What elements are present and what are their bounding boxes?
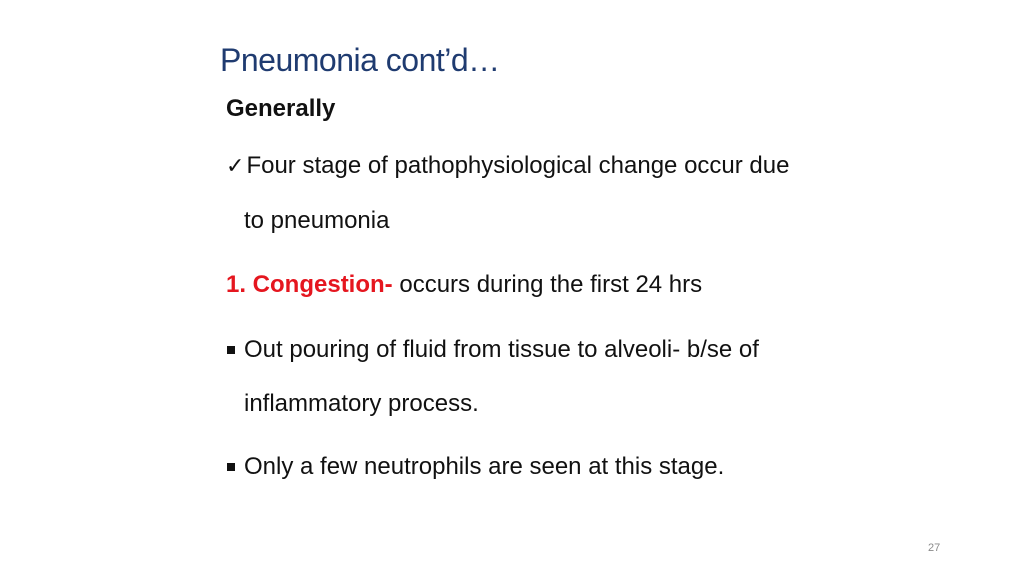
bullet-1-line-1: Out pouring of fluid from tissue to alveoli- b/se of (244, 336, 759, 363)
square-bullet-icon (227, 346, 235, 354)
stage-1-label: 1. Congestion- (226, 271, 393, 298)
slide-title: Pneumonia cont’d… (220, 42, 500, 78)
stage-1-text: occurs during the first 24 hrs (392, 271, 703, 298)
stage-1-line (226, 270, 702, 300)
check-item-line-2: to pneumonia (244, 207, 390, 234)
check-item-text-1: Four stage of pathophysiological change occur due (246, 152, 790, 179)
bullet-1-line-2: inflammatory process. (244, 390, 479, 417)
bullet-2-line-1: Only a few neutrophils are seen at this stage. (244, 453, 725, 480)
square-bullet-icon (227, 463, 235, 471)
check-item-line-1 (226, 151, 789, 181)
page-number: 27 (928, 542, 941, 554)
section-subheading: Generally (226, 95, 336, 122)
check-icon: ✓ (226, 153, 245, 178)
